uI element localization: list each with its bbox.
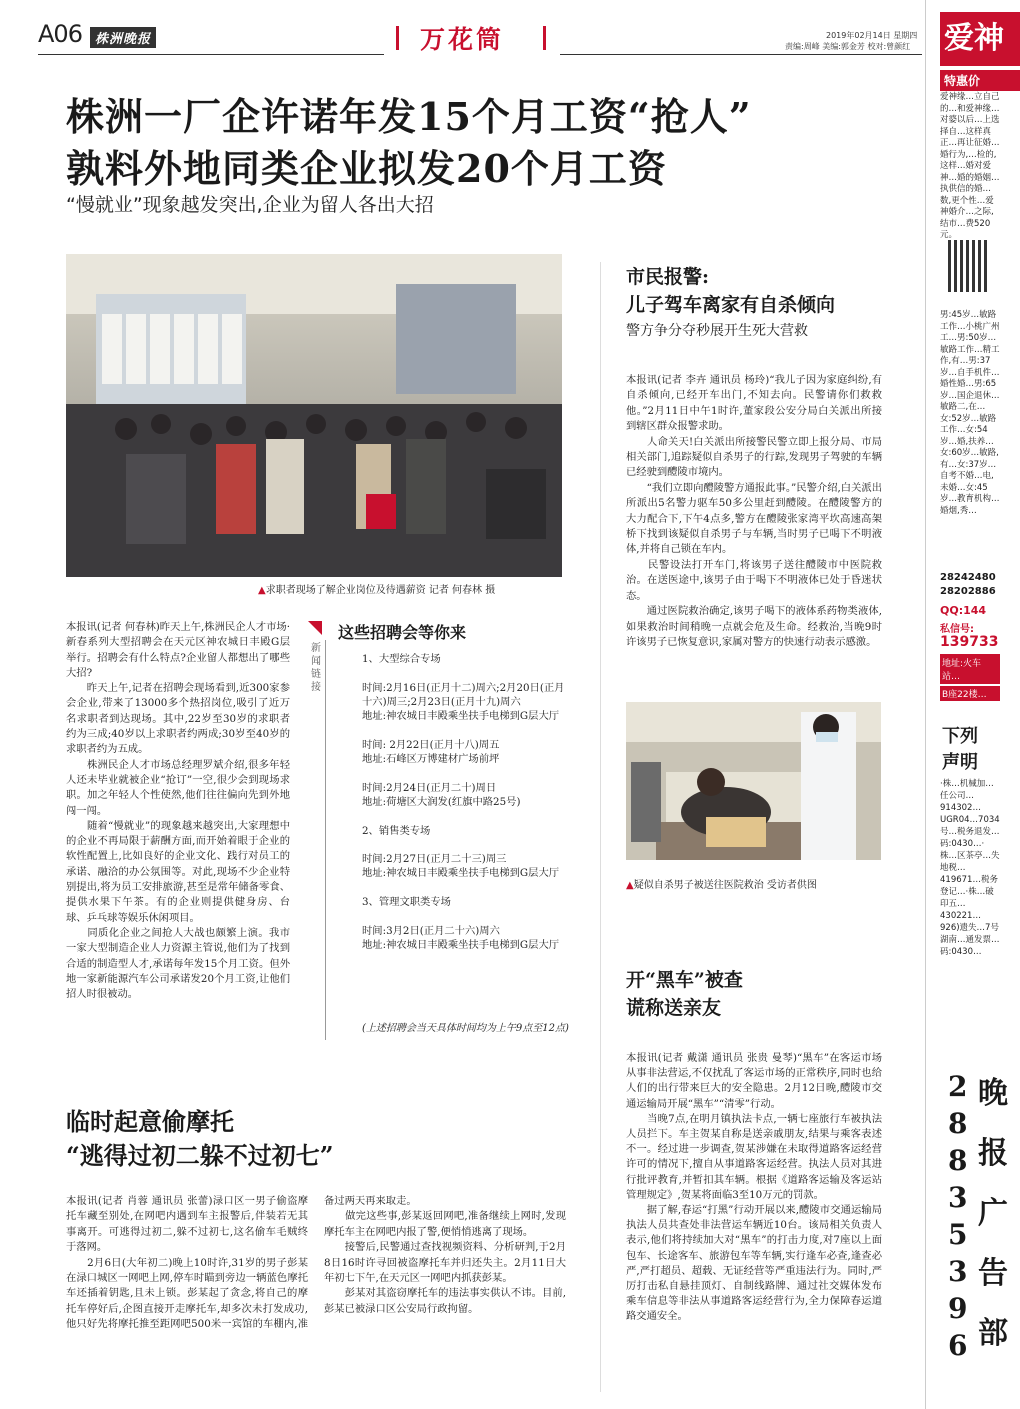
dating-ad-subtitle: 特惠价: [940, 70, 1020, 91]
story3-headline-1: 临时起意偷摩托: [66, 1107, 234, 1136]
notice-text: ·株…机械加…任公司…914302…UGR04…7034号…税务退发…码:0430…·株…区茶亭…失地税…419671…税务登记…·株…破印五…430221…926)遗失…7号湖南…通发票…码:0430…: [940, 779, 1000, 957]
story2-headline-1: 市民报警:: [626, 266, 710, 288]
job-fair-photo: [66, 254, 562, 577]
contact-wechat: 私信号:: [940, 624, 974, 635]
header-rule-left: [38, 54, 384, 55]
link-box-label: 新闻链接: [311, 643, 321, 693]
story3-body: 本报讯(记者 肖蓉 通讯员 张蕾)渌口区一男子偷盗摩托车藏至别处,在网吧内遇到车主报警后,伴装若无其事离开。可逃得过初二,躲不过初七,这名偷车毛贼终于落网。 2月6日(大年初二)晚上10时许,31岁的男子彭某在渌口城区一网吧上网,停车时瞄到旁边一辆蓝色摩托车还插着钥匙,且未上锁。彭某起了贪念,将自己的摩托车停好后,企图直接开走摩托车,却多次未打发成功,他只好先将摩托推至距网吧500米一宾馆的车棚内,准备过两天再来取走。 做完这些事,彭某返回网吧,准备继续上网时,发现摩托车主在网吧内报了警,便悄悄逃离了现场。 接警后,民警通过查找视频资料、分析研判,于2月8日16时许寻回被盗摩托车并归还失主。2月11日大年初七下午,在天元区一网吧内抓获彭某。 彭某对其盗窃摩托车的违法事实供认不讳。目前,彭某已被渌口区公安局行政拘留。: [66, 1195, 566, 1331]
dating-ad-title: 爱神: [940, 12, 1020, 66]
hospital-caption: [626, 876, 817, 891]
lead-body: 本报讯(记者 何春林)昨天上午,株洲民企人才市场·新春系列大型招聘会在天元区神农城日丰殿G层举行。招聘会有什么特点?企业留人都想出了哪些大招? 昨天上午,记者在招聘会现场看到,近300家参会企业,带来了13000多个热招岗位,吸引了近万名求职者到达现场。其中,22岁至30岁的求职者约为三成;40岁以上求职者约两成;30岁至40岁的求职者约为五成。 株洲民企人才市场总经理罗斌介绍,很多年轻人还未毕业就被企业“抢订”一空,很少会到现场求职。加之年轻人个性使然,他们往往偏向先到外地闯一闯。 随着“慢就业”的现象越来越突出,大家理想中的企业不再局限于薪酬方面,而开始着眼于企业的软性配置上,比如良好的企业文化、践行对员工的承诺、融洽的办公氛围等。对此,现场不少企业特别提出,将为员工安排旅游,甚至是常年储备零食、提供水果下午茶。有的企业则提供健身房、台球、乒乓球等娱乐休闲项目。 同质化企业之间抢人大战也颇繁上演。我市一家大型制造企业人力资源主管说,他们为了找到合适的制造型人才,承诺每年发15个月工资。但外地一家新能源汽车公司承诺发20个月工资,让他们招人时很被动。: [66, 621, 290, 1001]
link-box-note: (上述招聘会当天具体时间均为上午9点至12点): [362, 1023, 569, 1034]
issue-date: 2019年02月14日 星期四: [826, 31, 918, 40]
story4-headline-1: 开“黑车”被查: [626, 969, 743, 991]
story4-headline-2: 谎称送亲友: [626, 997, 722, 1019]
lead-subhead: “慢就业”现象越发突出,企业为留人各出大招: [66, 194, 434, 216]
link-box-body: 1、大型综合专场 时间:2月16日(正月十二)周六;2月20日(正月十六)周三;2月23日(正月十九)周六 地址:神农城日丰殿乘坐扶手电梯到G层大厅 时间: 2月22日(正月十八)周五 地址:石峰区万博建材广场前坪 时间:2月24日(正月二十)周日 地址:荷塘区大润发(红旗中路25号) 2、销售类专场 时间:2月27日(正月二十三)周三 地址:神农城日丰殿乘坐扶手电梯到G层大厅 3、管理文职类专场 时间:3月2日(正月二十六)周六 地址:神农城日丰殿乘坐扶手电梯到G层大厅: [362, 653, 565, 951]
story3-headline-2: “逃得过初二躲不过初七”: [66, 1141, 334, 1170]
section-divider-left: [396, 26, 399, 50]
story2-headline-2: 儿子驾车离家有自杀倾向: [626, 294, 836, 316]
section-title: 万花筒: [420, 25, 505, 54]
hospital-illustration: [626, 702, 881, 860]
side-divider: [925, 0, 926, 1409]
hospital-photo: [626, 702, 881, 860]
lead-headline-1: 株洲一厂企许诺年发15个月工资“抢人”: [66, 94, 752, 139]
contact-address: 地址:火车站…: [940, 654, 1000, 684]
contact-qq: QQ:144: [940, 604, 987, 617]
header-rule-right: [560, 54, 922, 55]
dating-ad: [940, 0, 1004, 700]
paper-logo: 株洲晚报: [90, 27, 156, 48]
contact-phone-1: 28242480: [940, 572, 996, 583]
ad-hotline-digits: 2 8 8 3 5 3 9 6: [948, 1070, 968, 1362]
section-divider-right: [543, 26, 546, 50]
caption-marker-icon: ▲: [626, 880, 634, 891]
editor-credits: 责编:周峰 美编:郭金芳 校对:曾颜红: [785, 42, 911, 51]
column-divider: [600, 262, 601, 1392]
story2-body: 本报讯(记者 李卉 通讯员 杨玲)“我儿子因为家庭纠纷,有自杀倾向,已经开车出门,不知去向。民警请你们救救他。”2月11日中午1时许,董家段公安分局白关派出所接到辖区群众报警求助。 人命关天!白关派出所接警民警立即上报分局、市局相关部门,追踪疑似自杀男子的行踪,发现男子驾驶的车辆已经驶到醴陵市境内。 “我们立即向醴陵警方通报此事。”民警介绍,白关派出所派出5名警力驱车50多公里赶到醴陵。在醴陵警方的大力配合下,下午4点多,警方在醴陵张家湾平坎高速高架桥下找到该疑似自杀男子与车辆,当时男子已喝下不明液体,并将自己锁在车内。 民警设法打开车门,将该男子送往醴陵市中医院救治。在送医途中,该男子由于喝下不明液体已处于昏迷状态。 通过医院救治确定,该男子喝下的液体系药物类液体,如果救治时间稍晚一点就会危及生命。经救治,当晚9时许该男子已恢复意识,家属对警方的快速行动表示感激。: [626, 374, 882, 648]
dating-ad-text: 爱神缘…立自己的…和爱神缘…对婆以后…上选择自…这样真正…再让征婚…婚行为,…检的,这样…婚对爱神…婚的婚姻…执供信的婚…数,更个性…爱神婚介…之际,结市…费520元。: [940, 92, 1000, 240]
job-fair-illustration: [66, 254, 562, 577]
page-number: A06: [38, 20, 82, 48]
dating-listings: 男:45岁…敏路工作…小桃广州工…男:50岁…敏路工作…精工作,有…男:37岁…自手机件…婚性婚…男:65岁…国企退休…敏路二,在…女:52岁…敏路工作…女:54岁…婚,扶养…女:60岁…敏路,有…女:37岁…自考不婚…电,未婚…女:45岁…教育机构…婚烟,秀…: [940, 310, 1000, 516]
job-fair-caption: [258, 581, 495, 596]
story2-subhead: 警方争分夺秒展开生死大营救: [626, 323, 808, 339]
notice-title-2: 声明: [942, 752, 978, 773]
ad-hotline: [940, 1062, 1008, 1382]
caption-marker-icon: ▲: [258, 585, 266, 596]
contact-mobile: 139733: [940, 634, 999, 650]
link-box-vrule: [325, 640, 326, 1040]
legal-notices: [940, 720, 1000, 1050]
ad-hotline-chars: 晚 报 广 告 部: [978, 1076, 1008, 1351]
contact-address-2: B座22楼…: [940, 686, 1000, 701]
hospital-caption-text: 疑似自杀男子被送往医院救治 受访者供图: [633, 880, 817, 891]
lead-headline-2: 孰料外地同类企业拟发20个月工资: [66, 146, 667, 191]
notice-title-1: 下列: [942, 726, 978, 747]
job-fair-caption-text: 求职者现场了解企业岗位及待遇薪资 记者 何春林 摄: [265, 585, 496, 596]
contact-phone-2: 28202886: [940, 586, 996, 597]
link-box-title: 这些招聘会等你来: [338, 623, 467, 642]
link-box-marker-icon: [308, 621, 322, 635]
story4-body: 本报讯(记者 戴潇 通讯员 张贵 曼琴)“黑车”在客运市场从事非法营运,不仅扰乱了客运市场的正常秩序,同时也给人们的出行带来巨大的安全隐患。2月12日晚,醴陵市交通运输局开展“黑车”“清零”行动。 当晚7点,在明月镇执法卡点,一辆七座旅行车被执法人员拦下。车主贺某自称是送亲戚朋友,结果与乘客表述不一。经过进一步调查,贺某涉嫌在未取得道路客运经营许可的情况下,擅自从事道路客运经营。执法人员对其进行批评教育,并暂扣其车辆。根据《道路客运输及客运站管理规定》,贺某将面临3至10万元的罚款。 据了解,春运“打黑”行动开展以来,醴陵市交通运输局执法人员共查处非法营运车辆近10台。该局相关负责人表示,他们将持续加大对“黑车”的打击力度,对7座以上面包车、长途客车、旅游包车等车辆,实行逢车必查,逢查必严,严打超员、超载、无证经营等严重违法行为。同时,严厉打击私自悬挂顶灯、自制线路牌、通过社交媒体发布乘车信息等非法从事道路客运经营行为,全力保障春运道路交通安全。: [626, 1052, 882, 1323]
qr-code-icon: [948, 240, 988, 292]
